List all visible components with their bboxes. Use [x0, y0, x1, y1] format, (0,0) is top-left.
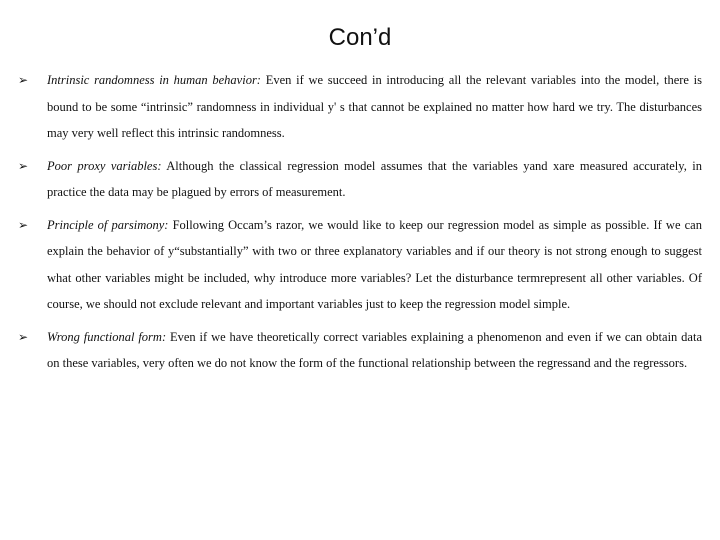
bullet-lead: Intrinsic randomness in human behavior:	[47, 73, 261, 87]
arrow-bullet-icon: ➢	[18, 217, 29, 232]
bullet-list	[18, 67, 702, 383]
bullet-item-poor-proxy-variables	[18, 153, 702, 206]
arrow-bullet-icon: ➢	[18, 73, 29, 87]
bullet-lead: Poor proxy variables:	[47, 158, 162, 173]
bullet-item-intrinsic-randomness	[18, 67, 702, 147]
arrow-bullet-icon: ➢	[18, 329, 29, 344]
bullet-body: Following Occam’s razor, we would like to keep our regression model as simple as possible. If we can explain the behavior of y“substantially” with two or three explanatory variables and if our theory is not strong enough to suggest what other variables might be included, why introduce more variables? Let the disturbance termrepresent all other variables. Of course, we should not exclude relevant and important variables just to keep the regression model simple.	[47, 217, 702, 311]
bullet-lead: Wrong functional form:	[47, 329, 167, 344]
bullet-body: Even if we have theoretically correct variables explaining a phenomenon and even if we can obtain data on these variables, very often we do not know the form of the functional relationship between the regressand and the regressors.	[47, 329, 702, 370]
arrow-bullet-icon: ➢	[18, 158, 29, 173]
bullet-item-principle-of-parsimony	[18, 212, 702, 318]
slide-title: Con’d	[328, 24, 392, 51]
bullet-lead: Principle of parsimony:	[47, 217, 169, 232]
bullet-item-wrong-functional-form	[18, 324, 702, 377]
bullet-body: Even if we succeed in introducing all the relevant variables into the model, there is bound to be some “intrinsic” randomness in individual y' s that cannot be explained no matter how hard we try. The disturbances may very well reflect this intrinsic randomness.	[47, 73, 703, 140]
bullet-body: Although the classical regression model assumes that the variables yand xare measured accurately, in practice the data may be plagued by errors of measurement.	[47, 158, 702, 199]
